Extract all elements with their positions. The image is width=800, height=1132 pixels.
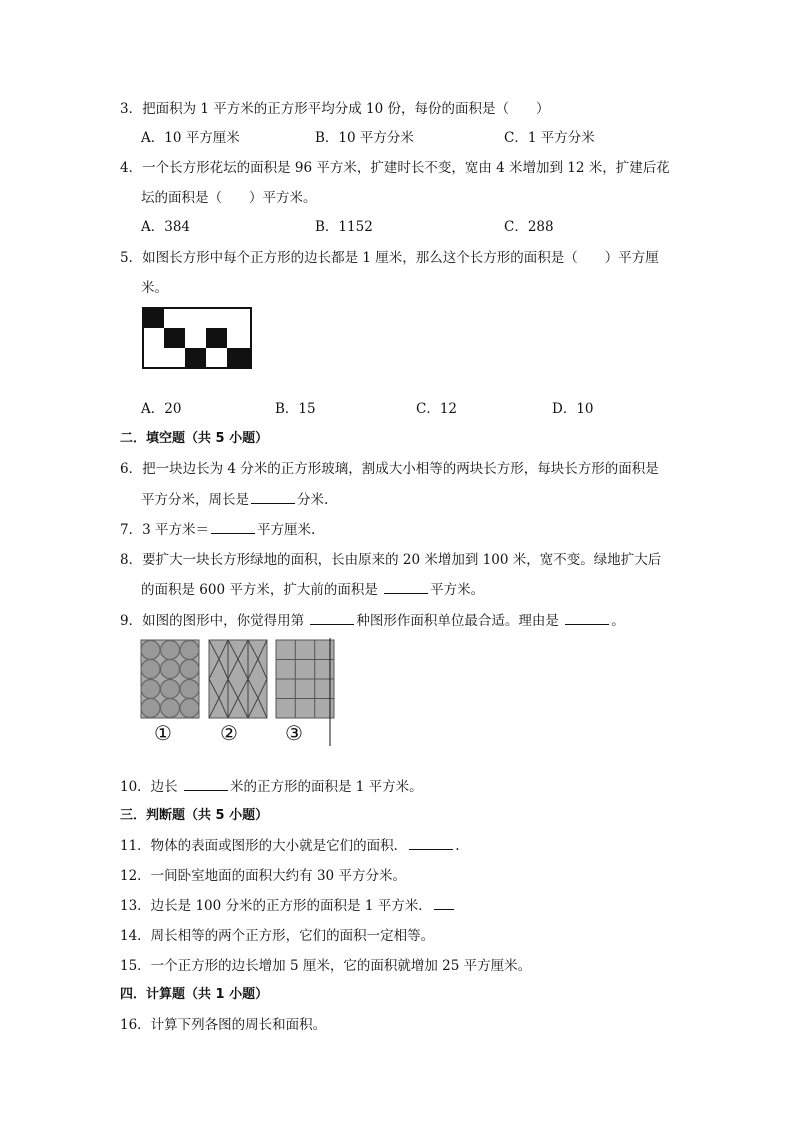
q11-text-a: 11．物体的表面或图形的大小就是它们的面积． [120, 838, 408, 854]
q5-option-d: D．10 [552, 401, 594, 417]
q5-option-b: B．15 [275, 401, 316, 417]
q11-line [120, 836, 459, 856]
q4-stem-line1: 4．一个长方形花坛的面积是 96 平方米，扩建时长不变，宽由 4 米增加到 12 米，扩建后花 [120, 160, 670, 176]
q4-stem-line2: 坛的面积是（ ）平方米。 [141, 190, 317, 206]
q8-line1: 8．要扩大一块长方形绿地的面积，长由原来的 20 米增加到 100 米，宽不变。绿地扩大后 [120, 552, 662, 568]
q3-option-c: C．1 平方分米 [504, 130, 595, 146]
q7-text-a: 7．3 平方米＝ [120, 522, 209, 538]
q5-option-a: A．20 [141, 401, 182, 417]
q9-text-a: 9．如图的图形中，你觉得用第 [120, 613, 305, 629]
q9-shapes-figure [140, 638, 335, 750]
q9-answer-blank-1[interactable] [310, 612, 354, 625]
q10-text-a: 10．边长 [120, 779, 178, 795]
q10-answer-blank[interactable] [184, 778, 228, 791]
q3-option-b: B．10 平方分米 [315, 130, 414, 146]
q9-line [120, 611, 625, 631]
q8-text-a: 的面积是 600 平方米，扩大前的面积是 [141, 582, 378, 598]
q7-answer-blank[interactable] [211, 521, 255, 534]
q9-label-2: ② [220, 721, 238, 745]
q5-stem-line1: 5．如图长方形中每个正方形的边长都是 1 厘米，那么这个长方形的面积是（ ）平方厘 [120, 250, 659, 266]
q7-text-b: 平方厘米. [256, 522, 316, 538]
q12-line: 12．一间卧室地面的面积大约有 30 平方分米。 [120, 868, 406, 884]
q6-line2 [141, 490, 328, 510]
q13-line [120, 896, 456, 916]
q13-text-a: 13．边长是 100 分米的正方形的面积是 1 平方米． [120, 898, 432, 914]
q9-shape-2-triangles [209, 640, 267, 718]
q5-rectangle-figure [142, 307, 252, 369]
q9-shape-3-squares [276, 640, 334, 718]
q9-label-3: ③ [285, 721, 303, 745]
q14-line: 14．周长相等的两个正方形，它们的面积一定相等。 [120, 928, 435, 944]
q9-label-1: ① [154, 721, 172, 745]
q6-text-a: 平方分米，周长是 [141, 492, 249, 508]
q6-answer-blank[interactable] [251, 491, 295, 504]
q8-text-b: 平方米。 [430, 582, 485, 598]
q8-line2 [141, 580, 484, 600]
q4-option-a: A．384 [141, 219, 191, 235]
q3-stem: 3．把面积为 1 平方米的正方形平均分成 10 份，每份的面积是（ ） [120, 101, 550, 117]
section-heading-calculation: 四．计算题（共 1 小题） [120, 987, 269, 1002]
q11-text-b: . [455, 838, 460, 854]
q4-option-b: B．1152 [315, 219, 373, 235]
q16-line: 16．计算下列各图的周长和面积。 [120, 1017, 327, 1033]
q7-line [120, 520, 315, 540]
q5-option-c: C．12 [416, 401, 458, 417]
q15-line: 15．一个正方形的边长增加 5 厘米，它的面积就增加 25 平方厘米。 [120, 958, 532, 974]
section-heading-true-false: 三．判断题（共 5 小题） [120, 808, 269, 823]
q9-shape-1-circles [141, 640, 199, 718]
q6-line1: 6．把一块边长为 4 分米的正方形玻璃，割成大小相等的两块长方形，每块长方形的面积是 [120, 461, 659, 477]
q5-stem-line2: 米。 [141, 280, 168, 296]
q9-text-b: 种图形作面积单位最合适。理由是 [356, 613, 559, 629]
q9-text-c: 。 [611, 613, 625, 629]
q10-text-b: 米的正方形的面积是 1 平方米。 [229, 779, 423, 795]
q10-line [120, 777, 423, 797]
q3-option-a: A．10 平方厘米 [141, 130, 240, 146]
q4-option-c: C．288 [504, 219, 554, 235]
q6-text-b: 分米. [297, 492, 329, 508]
q8-answer-blank[interactable] [384, 581, 428, 594]
section-heading-fill-blank: 二．填空题（共 5 小题） [120, 431, 269, 446]
q11-answer-blank[interactable] [409, 837, 453, 850]
q13-answer-blank[interactable] [434, 897, 454, 910]
q9-answer-blank-2[interactable] [565, 612, 609, 625]
